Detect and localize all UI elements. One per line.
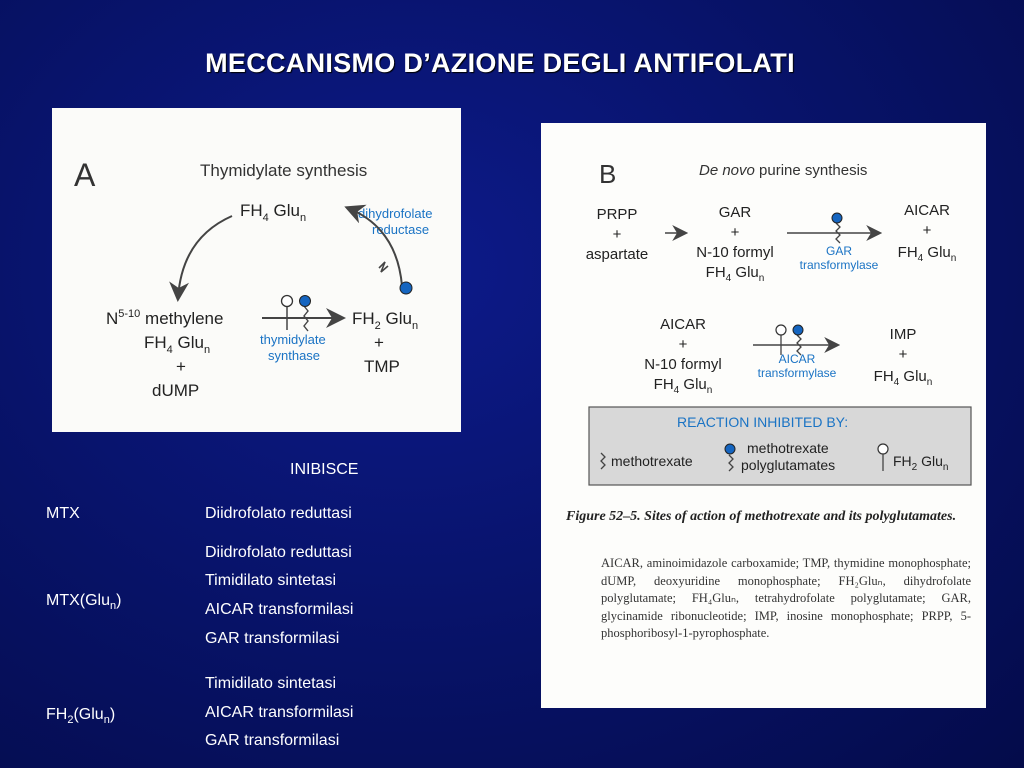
r1-inhibitor-dot [832,213,842,223]
row-fh2-target-2: AICAR transformilasi [205,704,354,721]
r2-fh4: $FH_4$ Glu$_n$ [653,376,713,396]
right-compound-line1: $FH_2$ Glu$_n$ [352,309,419,332]
dhfr-inhibitor-dot [400,282,412,294]
r1-gar: GAR [718,204,752,221]
r2-n10-formyl: N-10 formyl [644,356,722,373]
r1-aspartate: aspartate [585,246,649,263]
slide-title: MECCANISMO D’AZIONE DEGLI ANTIFOLATI [205,48,795,78]
row-drug-mtx: MTX [46,505,80,522]
r2-inhibitor-open-circle [776,325,786,335]
row-drug-mtx-glun: MTX(Glu$_n$) [46,592,122,613]
r2-aicar: AICAR [660,316,706,333]
r1-enzyme-1: GAR [825,244,853,258]
r1-plus-c: + [922,222,932,239]
left-compound-line1: $N^{5-10}$ methylene [106,308,224,328]
panel-a-letter: A [74,157,96,193]
dhfr-label-2: reductase [372,222,430,237]
dhfr-inhibition-zigzag [379,262,388,272]
r1-prpp: PRPP [596,206,638,223]
figure-caption: Figure 52–5. Sites of action of methotrexate and its polyglutamates. [566,509,957,524]
legend-poly-dot [725,444,735,454]
dhfr-label-1: dihydrofolate [358,206,433,221]
r2-plus-a: + [678,336,688,353]
panel-b-heading: De novo purine synthesis [699,162,868,179]
r1-enzyme-2: transformylase [799,258,879,272]
row-drug-fh2-glun: $FH_2(Glu_n)$ [46,706,116,727]
ts-inhibitor-dot [300,296,311,307]
ts-inhibitor-open-circle [282,296,293,307]
row-mtxglun-target-2: Timidilato sintetasi [205,572,337,589]
left-compound-plus: + [176,357,186,376]
panel-a-heading: Thymidylate synthesis [200,161,368,180]
legend-poly-2: polyglutamates [741,457,836,473]
row-mtxglun-target-4: GAR transformilasi [205,630,340,647]
r1-plus-a: + [612,226,622,243]
figure-legend: AICAR, aminoimidazole carboxamide; TMP, thymidine monophosphate; dUMP, deoxyuridine monophosphate; FH₂Gluₙ, dihydrofolate polyglutamate; FH₄Gluₙ, tetrahydrofolate polyglutamate; GAR, glycinamide ribonucleotide; IMP, inosine monophosphate; PRPP, 5-phosphoribosyl-1-pyrophosphate. [601,556,971,640]
row-fh2-target-1: Timidilato sintetasi [205,675,337,692]
r2-enzyme-1: AICAR [778,352,816,366]
left-compound-dump: dUMP [152,381,200,400]
left-compound-line2: $FH_4$ Glu$_n$ [144,333,211,356]
legend-mtx: methotrexate [611,453,693,469]
row-mtx-target-1: Diidrofolato reduttasi [205,505,352,522]
r2-imp: IMP [889,326,917,343]
r1-fh4: $FH_4$ Glu$_n$ [705,264,765,284]
panel-a-thymidylate-diagram [52,108,461,432]
legend-fh2: $FH_2$ Glu$_n$ [893,453,949,473]
right-compound-plus: + [374,333,384,352]
panel-b-svg [541,123,986,503]
r1-plus-b: + [730,224,740,241]
row-mtxglun-target-3: AICAR transformilasi [205,601,354,618]
row-mtxglun-target-1: Diidrofolato reduttasi [205,544,352,561]
legend-fh2-open-circle [878,444,888,454]
ts-label-2: synthase [268,348,321,363]
r2-fh4-product: $FH_4$ Glu$_n$ [873,368,933,388]
ts-label-1: thymidylate [260,332,326,347]
panel-b-purine-diagram [541,123,986,708]
panel-b-letter: B [599,159,617,189]
r2-enzyme-2: transformylase [757,366,837,380]
legend-poly-1: methotrexate [747,440,829,456]
r2-plus-c: + [898,346,908,363]
table-header: INIBISCE [290,461,359,478]
r1-fh4-product: $FH_4$ Glu$_n$ [897,244,957,264]
right-compound-tmp: TMP [364,357,400,376]
row-fh2-target-3: GAR transformilasi [205,732,340,749]
top-compound: $FH_4$ Glu$_n$ [240,201,307,224]
r1-n10-formyl: N-10 formyl [696,244,774,261]
r1-aicar: AICAR [904,202,950,219]
panel-a-svg [52,108,461,432]
inhibition-box-title: REACTION INHIBITED BY: [677,414,849,430]
r2-inhibitor-dot [793,325,803,335]
arrow-left-curve [178,216,232,298]
